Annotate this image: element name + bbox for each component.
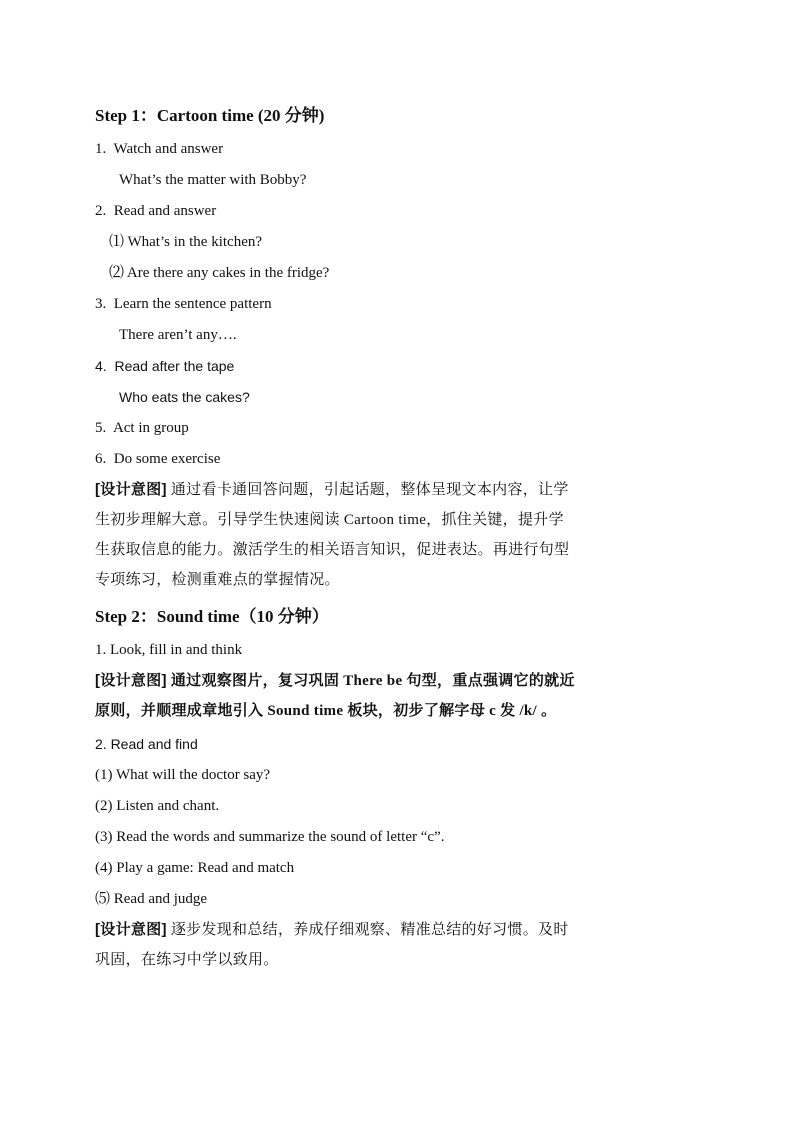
step1-item-6-num: 6. bbox=[95, 451, 107, 467]
step1-item-6 bbox=[95, 449, 575, 469]
step2-heading: Step 2：Sound time（10 分钟） bbox=[95, 607, 329, 626]
step1-item-4-text: Read after the tape bbox=[114, 358, 235, 374]
step2-design1-text: 通过观察图片，复习巩固 There be 句型，重点强调它的就近原则，并顺理成章地引入 Sound time 板块，初步了解字母 c 发 /k/ 。 bbox=[95, 673, 575, 719]
step1-item-5-text: Act in group bbox=[112, 420, 189, 436]
step1-item-5 bbox=[95, 418, 575, 438]
step2-design-intent-1 bbox=[95, 666, 575, 726]
step1-item-4-sub: Who eats the cakes? bbox=[119, 389, 250, 405]
step2-design-intent-2 bbox=[95, 915, 575, 975]
step2-design2-text: 逐步发现和总结，养成仔细观察、精准总结的好习惯。及时巩固，在练习中学以致用。 bbox=[95, 922, 569, 968]
step2-design2-tag: [设计意图] bbox=[95, 921, 167, 938]
step1-design-text: 通过看卡通回答问题，引起话题，整体呈现文本内容，让学生初步理解大意。引导学生快速阅读 Cartoon time，抓住关键，提升学生获取信息的能力。激活学生的相关语言知识，促进表达。再进行句型专项练习，检测重难点的掌握情况。 bbox=[95, 482, 570, 588]
step2-sub-item-4: (4) Play a game: Read and match bbox=[95, 860, 295, 876]
step1-design-intent bbox=[95, 475, 575, 595]
step1-item-1-text: Watch and answer bbox=[113, 141, 224, 157]
step1-item-2-text: Read and answer bbox=[113, 203, 217, 219]
step1-item-4-num: 4. bbox=[95, 358, 107, 374]
step2-sub-item-1: (1) What will the doctor say? bbox=[95, 767, 271, 783]
step1-item-1 bbox=[95, 139, 575, 159]
step1-heading: Step 1：Cartoon time (20 分钟) bbox=[95, 106, 325, 125]
step2-sub-item-3: (3) Read the words and summarize the sound of letter “c”. bbox=[95, 829, 445, 845]
step2-item-2: 2. Read and find bbox=[95, 736, 198, 752]
step1-item-6-text: Do some exercise bbox=[113, 451, 221, 467]
step2-sub-item-5: ⑸ Read and judge bbox=[95, 891, 208, 907]
step1-item-2-sub-1: ⑴ What’s in the kitchen? bbox=[109, 234, 263, 250]
step1-item-4 bbox=[95, 356, 575, 376]
step1-item-3-num: 3. bbox=[95, 296, 107, 312]
step2-sub-item-2: (2) Listen and chant. bbox=[95, 798, 220, 814]
step1-item-5-num: 5. bbox=[95, 420, 107, 436]
step1-item-2 bbox=[95, 201, 575, 221]
step1-item-1-sub: What’s the matter with Bobby? bbox=[119, 172, 307, 188]
step1-item-2-num: 2. bbox=[95, 203, 107, 219]
document-body bbox=[95, 104, 575, 975]
step1-design-tag: [设计意图] bbox=[95, 481, 167, 498]
step1-item-3 bbox=[95, 294, 575, 314]
step2-design1-tag: [设计意图] bbox=[95, 672, 167, 689]
step1-item-3-sub: There aren’t any…. bbox=[119, 327, 237, 343]
step2-item-1: 1. Look, fill in and think bbox=[95, 642, 243, 658]
step1-item-1-num: 1. bbox=[95, 141, 107, 157]
step1-item-2-sub-2: ⑵ Are there any cakes in the fridge? bbox=[109, 265, 330, 281]
step1-item-3-text: Learn the sentence pattern bbox=[113, 296, 272, 312]
